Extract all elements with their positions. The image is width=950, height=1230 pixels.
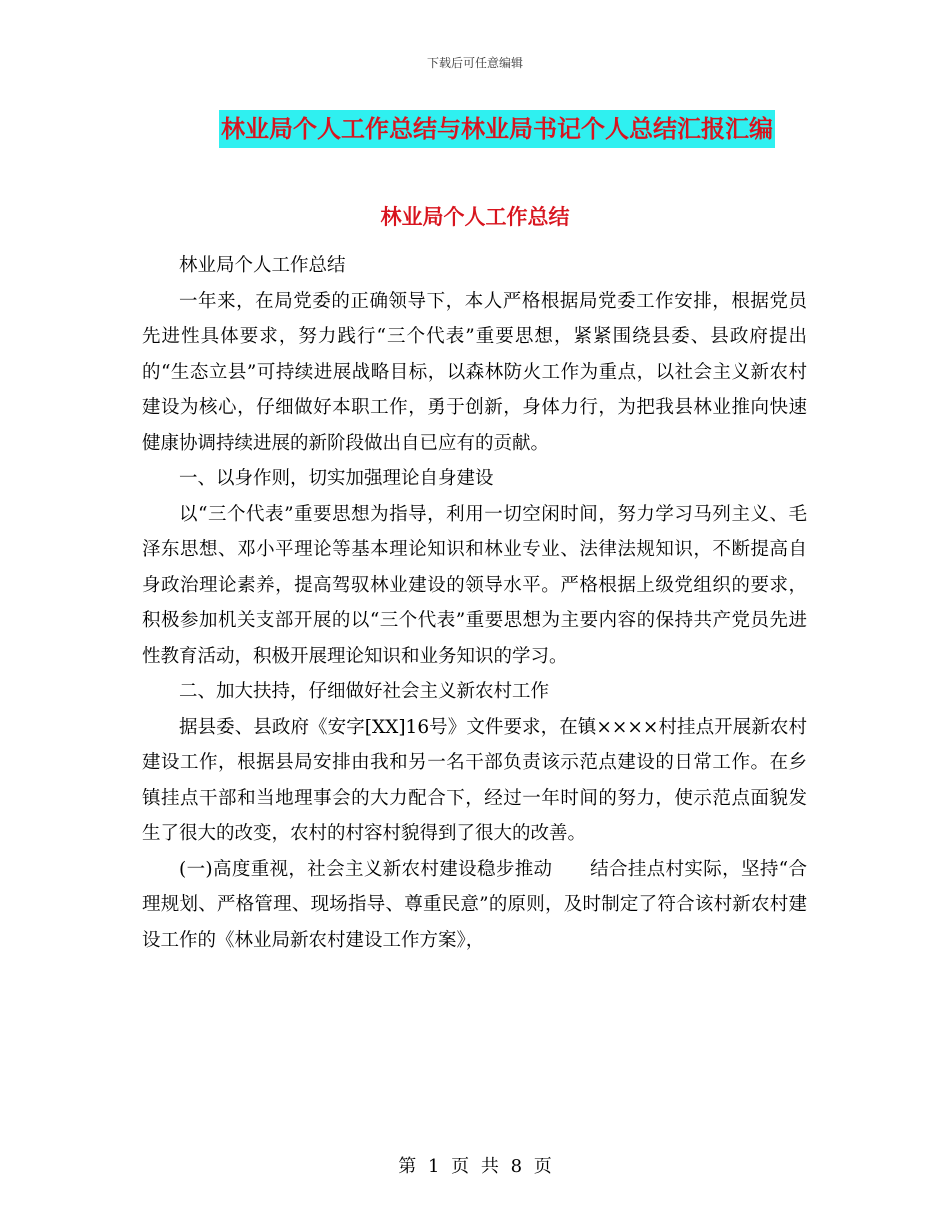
paragraph-heading: 林业局个人工作总结 bbox=[179, 255, 346, 276]
paragraph-section-heading: 一、以身作则，切实加强理论自身建设 bbox=[179, 468, 494, 489]
section-title: 林业局个人工作总结 bbox=[380, 205, 570, 229]
paragraph-section-heading: 二、加大扶持，仔细做好社会主义新农村工作 bbox=[179, 681, 550, 702]
paragraph: 据县委、县政府《安字[XX]16号》文件要求，在镇××××村挂点开展新农村建设工作，根据县局安排由我和另一名干部负责该示范点建设的日常工作。在乡镇挂点干部和当地理事会的大力配合下，经过一年时间的努力，使示范点面貌发生了很大的改变，农村的村容村貌得到了很大的改善。 bbox=[142, 716, 807, 844]
main-title: 林业局个人工作总结与林业局书记个人总结汇报汇编 bbox=[219, 110, 775, 148]
header-note: 下载后可任意编辑 bbox=[426, 56, 523, 70]
paragraph: (一)高度重视，社会主义新农村建设稳步推动 结合挂点村实际，坚持“合理规划、严格管理、现场指导、尊重民意”的原则，及时制定了符合该村新农村建设工作的《林业局新农村建设工作方案》， bbox=[142, 858, 807, 951]
paragraph: 以“三个代表”重要思想为指导，利用一切空闲时间，努力学习马列主义、毛泽东思想、邓小平理论等基本理论知识和林业专业、法律法规知识，不断提高自身政治理论素养，提高驾驭林业建设的领导水平。严格根据上级党组织的要求，积极参加机关支部开展的以“三个代表”重要思想为主要内容的保持共产党员先进性教育活动，积极开展理论知识和业务知识的学习。 bbox=[142, 503, 807, 667]
paragraph: 一年来，在局党委的正确领导下，本人严格根据局党委工作安排，根据党员先进性具体要求，努力践行“三个代表”重要思想，紧紧围绕县委、县政府提出的“生态立县”可持续进展战略目标，以森林防火工作为重点，以社会主义新农村建设为核心，仔细做好本职工作，勇于创新，身体力行，为把我县林业推向快速健康协调持续进展的新阶段做出自已应有的贡献。 bbox=[142, 290, 807, 454]
main-title-container bbox=[0, 110, 950, 148]
document-body bbox=[142, 248, 807, 958]
page-number: 第 1 页 共 8 页 bbox=[398, 1156, 552, 1177]
